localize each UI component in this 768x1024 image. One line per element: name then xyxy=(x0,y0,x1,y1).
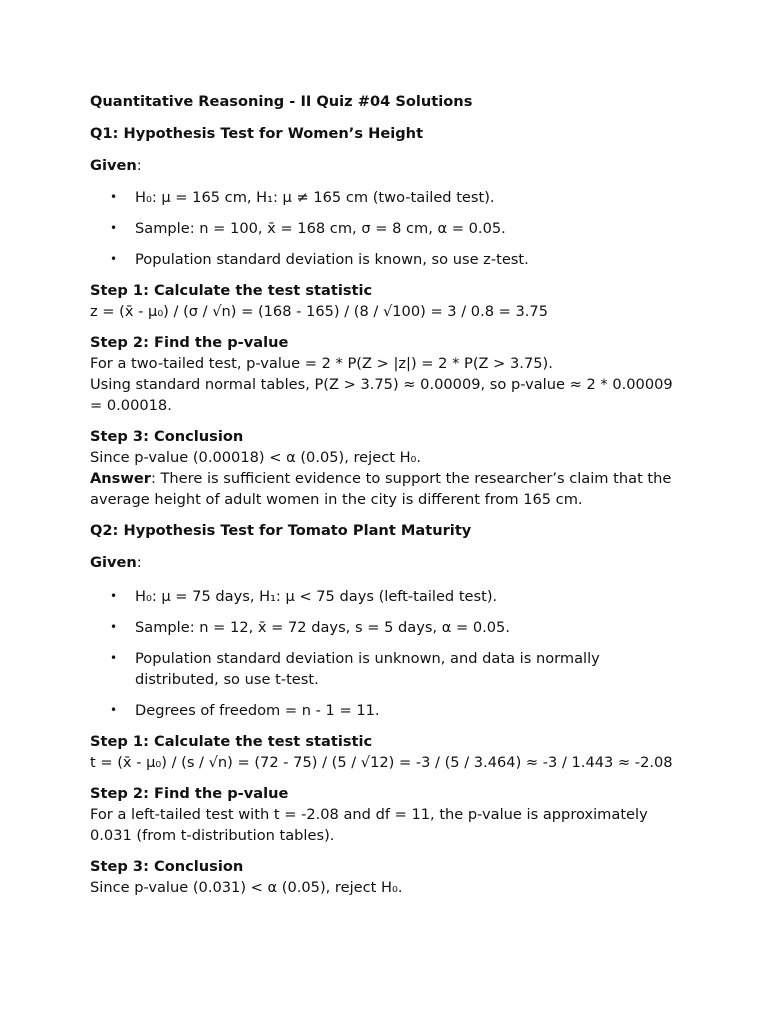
list-item: • Degrees of freedom = n - 1 = 11. xyxy=(90,700,678,721)
q2-step3-heading: Step 3: Conclusion xyxy=(90,858,244,875)
q1-step3-text: Since p-value (0.00018) < α (0.05), reject H₀. xyxy=(90,449,422,466)
q2-heading: Q2: Hypothesis Test for Tomato Plant Maturity xyxy=(90,522,472,539)
q1-step1-heading: Step 1: Calculate the test statistic xyxy=(90,282,373,299)
q1-step2-text-1: For a two-tailed test, p-value = 2 * P(Z > |z|) = 2 * P(Z > 3.75). xyxy=(90,355,553,372)
document-title: Quantitative Reasoning - II Quiz #04 Solutions xyxy=(90,93,473,110)
list-item: • Population standard deviation is unknown, and data is normally distributed, so use t-test. xyxy=(90,648,678,690)
q1-answer-text: : There is sufficient evidence to support the researcher’s claim that the average height of adult women in the city is different from 165 cm. xyxy=(90,470,672,508)
list-item: • Sample: n = 12, x̄ = 72 days, s = 5 days, α = 0.05. xyxy=(90,617,678,638)
q2-step2-text: For a left-tailed test with t = -2.08 and df = 11, the p-value is approximately 0.031 (from t-distribution tables). xyxy=(90,806,648,844)
q2-step1 xyxy=(90,731,678,773)
q2-step1-text: t = (x̄ - μ₀) / (s / √n) = (72 - 75) / (5 / √12) = -3 / (5 / 3.464) ≈ -3 / 1.443 ≈ -2.08 xyxy=(90,754,673,771)
q1-step2-heading: Step 2: Find the p-value xyxy=(90,334,289,351)
list-item: • H₀: μ = 165 cm, H₁: μ ≠ 165 cm (two-tailed test). xyxy=(90,187,678,208)
q2-step1-heading: Step 1: Calculate the test statistic xyxy=(90,733,373,750)
q2-step2 xyxy=(90,783,678,846)
q1-given-list xyxy=(90,187,678,270)
q2-step3 xyxy=(90,856,678,898)
q1-step1-text: z = (x̄ - μ₀) / (σ / √n) = (168 - 165) / (8 / √100) = 3 / 0.8 = 3.75 xyxy=(90,303,549,320)
q1-step2 xyxy=(90,332,678,416)
q1-step3-heading: Step 3: Conclusion xyxy=(90,428,244,445)
q2-step2-heading: Step 2: Find the p-value xyxy=(90,785,289,802)
q2-given-list xyxy=(90,586,678,721)
q1-answer xyxy=(90,468,678,510)
q1-heading: Q1: Hypothesis Test for Women’s Height xyxy=(90,125,424,142)
list-item: • H₀: μ = 75 days, H₁: μ < 75 days (left-tailed test). xyxy=(90,586,678,607)
q1-step2-text-2: Using standard normal tables, P(Z > 3.75) ≈ 0.00009, so p-value ≈ 2 * 0.00009 = 0.00018. xyxy=(90,376,673,414)
q2-step3-text: Since p-value (0.031) < α (0.05), reject H₀. xyxy=(90,879,403,896)
q1-step1 xyxy=(90,280,678,322)
list-item: • Population standard deviation is known, so use z-test. xyxy=(90,249,678,270)
q2-given-label: Given: xyxy=(90,554,142,571)
list-item: • Sample: n = 100, x̄ = 168 cm, σ = 8 cm, α = 0.05. xyxy=(90,218,678,239)
q1-given-label: Given: xyxy=(90,157,142,174)
q1-answer-label: Answer xyxy=(90,470,151,487)
q1-step3 xyxy=(90,426,678,510)
